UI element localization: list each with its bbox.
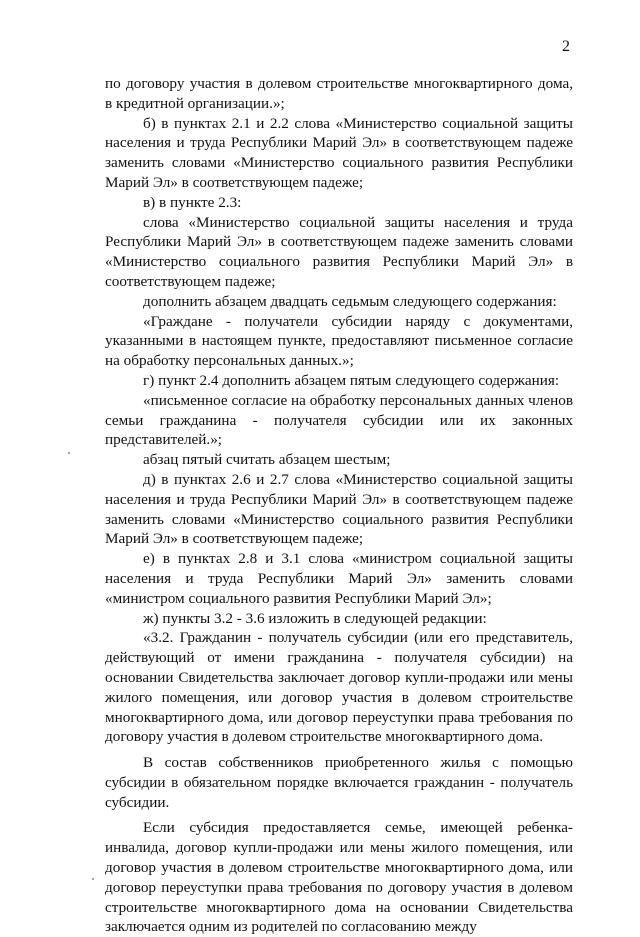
paragraph-disabled-child: Если субсидия предоставляется семье, имеющей ребенка-инвалида, договор купли-продажи или мены жилого помещения, или договор участия в долевом строительстве многоквартирного дома, или договор переуступки права требования по договору участия в долевом строительстве многоквартирного дома на основании Свидетельства заключается одним из родителей по согласованию между [105,819,573,936]
paragraph-item-e: е) в пунктах 2.8 и 3.1 слова «министром социальной защиты населения и труда Республики Марий Эл» заменить словами «министром социального развития Республики Марий Эл»; [105,550,573,607]
page-number: 2 [562,38,570,55]
paragraph-item-v: в) в пункте 2.3: [143,193,242,211]
paragraph-quote-consent: «письменное согласие на обработку персональных данных членов семьи гражданина - получателя субсидии или их законных представителей.»; [105,391,573,449]
paragraph-item-d: д) в пунктах 2.6 и 2.7 слова «Министерство социальной защиты населения и труда Республики Марий Эл» в соответствующем падеже заменить словами «Министерство социального развития Республики Марий Эл» в соответствующем падеже; [105,470,573,548]
paragraph-add-27: дополнить абзацем двадцать седьмым следующего содержания: [143,292,557,310]
paragraph-quote-citizens: «Граждане - получатели субсидии наряду с документами, указанными в настоящем пункте, предоставляют письменное согласие на обработку персональных данных.»; [105,312,573,370]
paragraph-owners: В состав собственников приобретенного жилья с помощью субсидии в обязательном порядке включается гражданин - получатель субсидии. [105,754,573,811]
paragraph-item-zh: ж) пункты 3.2 - 3.6 изложить в следующей редакции: [143,609,487,627]
paragraph-words-replace: слова «Министерство социальной защиты населения и труда Республики Марий Эл» в соответствующем падеже заменить словами «Министерство социального развития Республики Марий Эл» в соответствующем падеже; [105,213,573,290]
paragraph-continuation: по договору участия в долевом строительстве многоквартирного дома, в кредитной организации.»; [105,75,573,112]
paragraph-item-b: б) в пунктах 2.1 и 2.2 слова «Министерство социальной защиты населения и труда Республики Марий Эл» в соответствующем падеже заменить словами «Министерство социального развития Республики Марий Эл» в соответствующем падеже; [105,114,573,191]
paragraph-3-2: «3.2. Гражданин - получатель субсидии (или его представитель, действующий от имени гражданина - получателя субсидии) на основании Свидетельства заключает договор купли-продажи или мены жилого помещения, или договор участия в долевом строительстве многоквартирного дома, или договор переуступки права требования по договору участия в долевом строительстве многоквартирного дома. [105,629,573,746]
paragraph-renumber: абзац пятый считать абзацем шестым; [143,451,391,469]
scan-speck [92,878,94,880]
paragraph-item-g: г) пункт 2.4 дополнить абзацем пятым следующего содержания: [143,371,560,389]
document-body [105,74,573,937]
scan-speck [68,452,70,454]
